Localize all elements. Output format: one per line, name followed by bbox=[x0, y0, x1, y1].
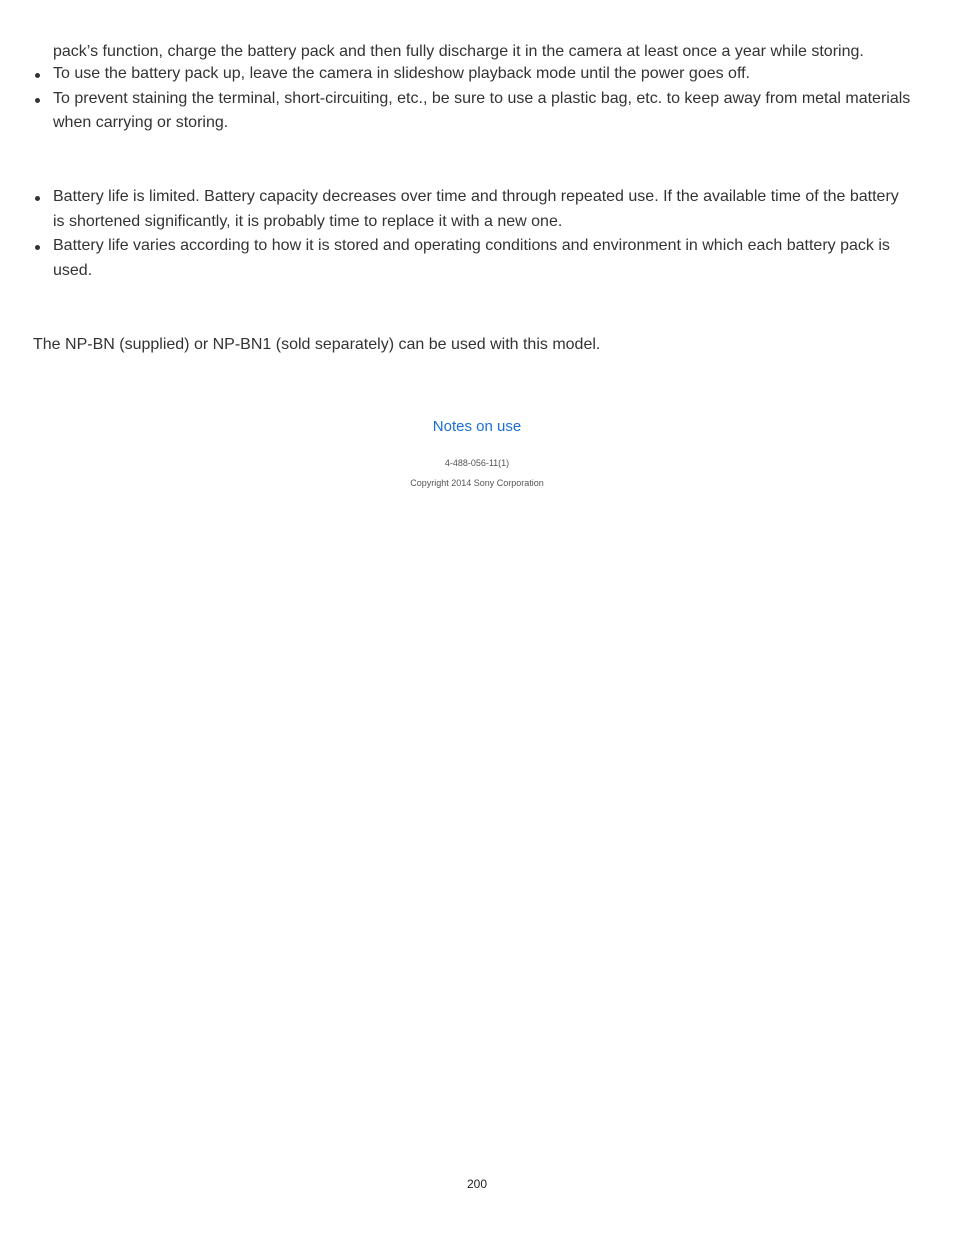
list-item bbox=[33, 62, 913, 87]
list-item-text: To prevent staining the terminal, short-circuiting, etc., be sure to use a plastic bag, etc. to keep away from metal materials when carrying or storing. bbox=[53, 89, 911, 131]
bullet-icon bbox=[35, 98, 40, 103]
bullet-icon bbox=[35, 245, 40, 250]
compatible-battery-text: The NP-BN (supplied) or NP-BN1 (sold separately) can be used with this model. bbox=[33, 336, 601, 353]
list-item bbox=[33, 87, 913, 136]
notes-on-use-link[interactable]: Notes on use bbox=[432, 418, 522, 435]
copyright-text: Copyright 2014 Sony Corporation bbox=[410, 478, 544, 488]
page-number: 200 bbox=[466, 1177, 488, 1191]
continuation-text: pack’s function, charge the battery pack and then fully discharge it in the camera at least once a year while storing. bbox=[53, 43, 864, 60]
list-item-text: Battery life varies according to how it is stored and operating conditions and environment in which each battery pack is used. bbox=[53, 237, 890, 279]
document-code: 4-488-056-11(1) bbox=[444, 458, 510, 468]
battery-life-list bbox=[33, 185, 913, 283]
list-item-text: To use the battery pack up, leave the camera in slideshow playback mode until the power goes off. bbox=[53, 65, 750, 82]
list-item bbox=[33, 234, 913, 283]
storing-notes-list bbox=[33, 62, 913, 136]
list-item-text: Battery life is limited. Battery capacity decreases over time and through repeated use. If the available time of the battery is shortened significantly, it is probably time to replace it with a new one. bbox=[53, 188, 899, 230]
bullet-icon bbox=[35, 196, 40, 201]
bullet-icon bbox=[35, 73, 40, 78]
list-item bbox=[33, 185, 913, 234]
